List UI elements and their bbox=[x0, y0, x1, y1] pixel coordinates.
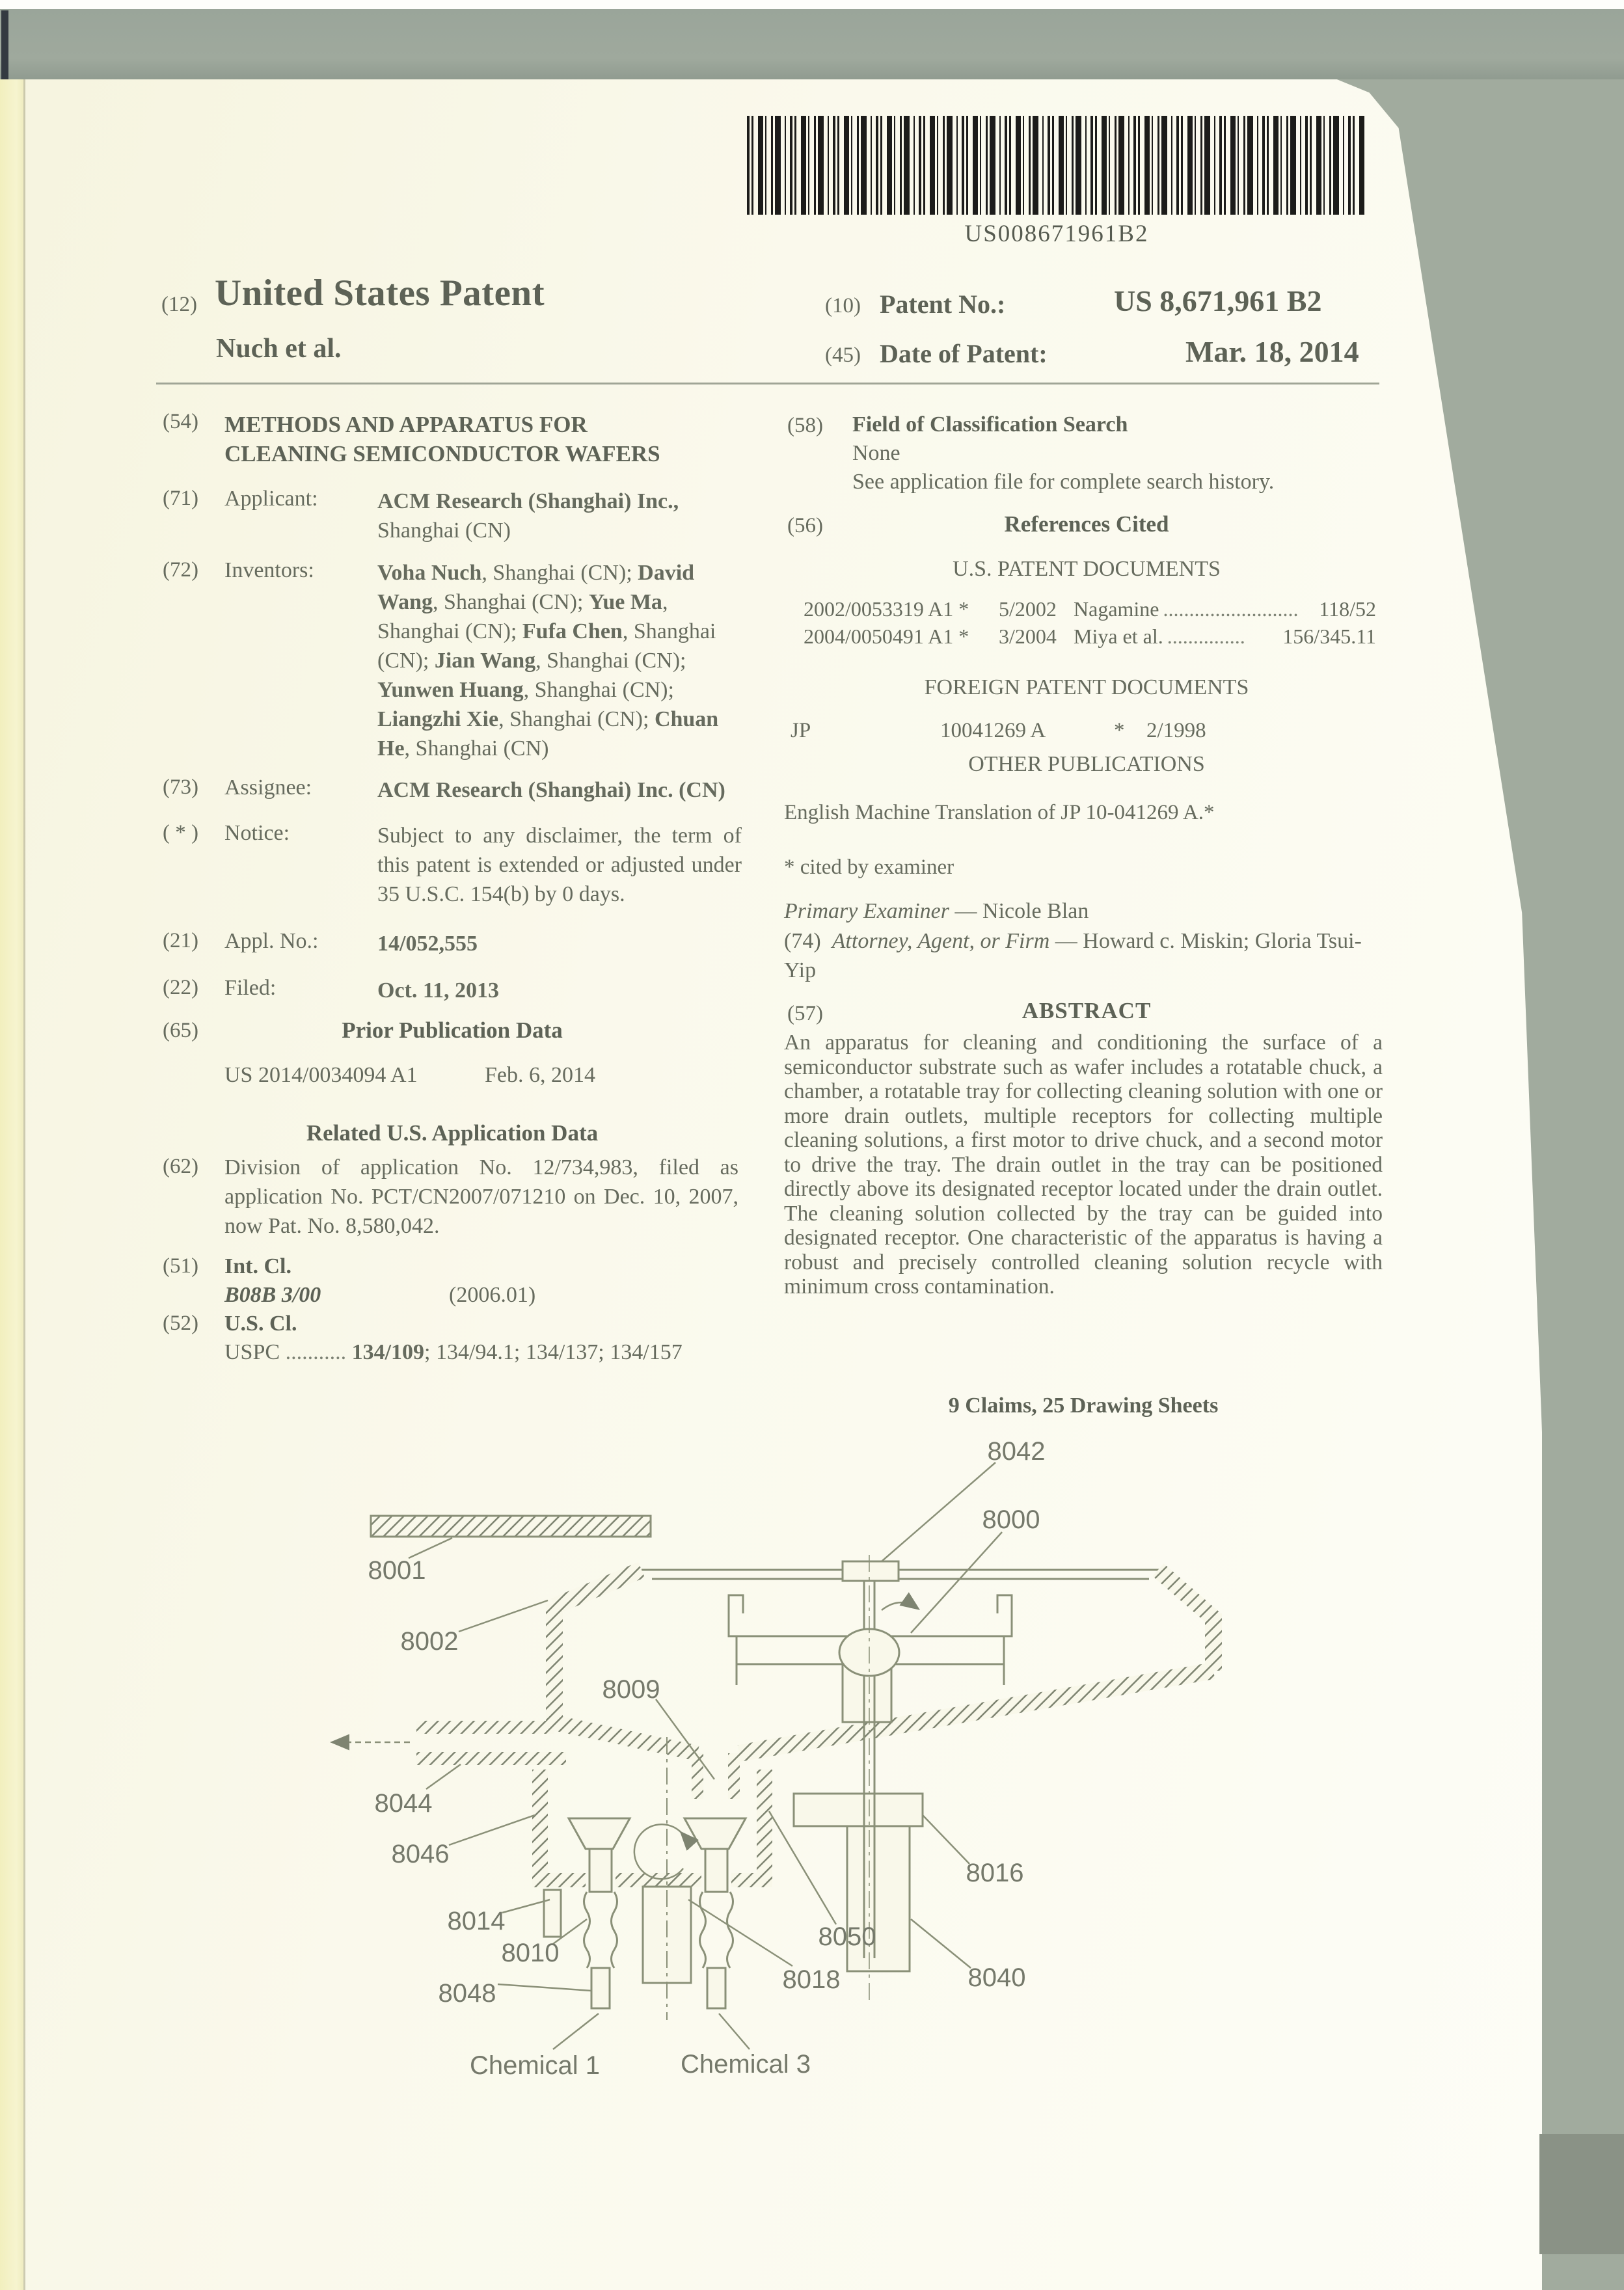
fig-chamber-walls bbox=[416, 1570, 1213, 1887]
fig-receptor-right bbox=[684, 1818, 746, 1849]
section-52-tag: (52) bbox=[163, 1312, 198, 1335]
ref-dots: .......................... bbox=[1163, 597, 1299, 621]
inventors-list: Voha Nuch, Shanghai (CN); David Wang, Shanghai (CN); Yue Ma, Shanghai (CN); Fufa Chen, Shanghai (CN); Jian Wang, Shanghai (CN); Yunwen Huang, Shanghai (CN); Liangzhi Xie, Shanghai (CN); Chuan He, Shanghai (CN) bbox=[377, 561, 719, 761]
section-65-tag: (65) bbox=[163, 1019, 198, 1042]
section-56-tag: (56) bbox=[787, 514, 823, 537]
abstract-head: ABSTRACT bbox=[1022, 998, 1152, 1023]
applicant-city: Shanghai (CN) bbox=[377, 519, 511, 543]
notice-section bbox=[163, 821, 742, 909]
division-text: Division of application No. 12/734,983, filed as application No. PCT/CN2007/071210 on Dec. 10, 2007, now Pat. No. 8,580,042. bbox=[224, 1155, 738, 1238]
page-title: United States Patent bbox=[215, 273, 545, 314]
header-divider bbox=[156, 383, 1379, 384]
attorney-label: Attorney, Agent, or Firm bbox=[832, 929, 1050, 953]
fig-receptor-right-neck bbox=[705, 1849, 727, 1892]
foreign-ref-star: * bbox=[1114, 719, 1125, 742]
fig-label-8002: 8002 bbox=[400, 1627, 459, 1656]
us-ref-row bbox=[804, 625, 1376, 649]
us-ref-row bbox=[804, 597, 1376, 621]
scanner-edge-strip bbox=[0, 0, 1624, 9]
ref-dots: ............... bbox=[1167, 625, 1245, 648]
fig-label-chemical-1: Chemical 1 bbox=[469, 2051, 601, 2080]
section-21-tag: (21) bbox=[163, 929, 198, 952]
field-search-note: See application file for complete search history. bbox=[852, 470, 1275, 494]
field-search-head: Field of Classification Search bbox=[852, 412, 1128, 437]
applicant-name: ACM Research (Shanghai) Inc., bbox=[377, 489, 679, 513]
patent-no-label: Patent No.: bbox=[880, 290, 1006, 319]
fig-label-8046: 8046 bbox=[391, 1840, 450, 1868]
section-73-tag: (73) bbox=[163, 775, 198, 799]
us-cl-head: U.S. Cl. bbox=[224, 1312, 297, 1336]
fig-bracket-8016 bbox=[794, 1794, 923, 1826]
uspc-other-classes: ; 134/94.1; 134/137; 134/157 bbox=[424, 1340, 683, 1364]
appl-no-value: 14/052,555 bbox=[377, 932, 478, 956]
primary-examiner-label: Primary Examiner bbox=[784, 899, 950, 923]
date-label: Date of Patent: bbox=[880, 339, 1048, 368]
filed-label: Filed: bbox=[224, 976, 277, 1000]
int-cl-code: B08B 3/00 bbox=[224, 1283, 321, 1307]
fig-bellows-right bbox=[700, 1892, 733, 1968]
fig-chemical1-tube bbox=[591, 1968, 610, 2008]
ref-name: Miya et al. bbox=[1074, 625, 1163, 648]
notice-text: Subject to any disclaimer, the term of this patent is extended or adjusted under 35 U.S.C. 154(b) by 0 days. bbox=[377, 824, 742, 906]
fig-receptor-left-neck bbox=[589, 1849, 612, 1892]
date-value: Mar. 18, 2014 bbox=[1185, 335, 1359, 368]
foreign-ref-date: 2/1998 bbox=[1146, 719, 1206, 742]
filed-value: Oct. 11, 2013 bbox=[377, 978, 499, 1003]
date-tag: (45) bbox=[825, 344, 861, 367]
section-72-inventors bbox=[163, 558, 742, 763]
fig-chemical3-tube bbox=[707, 1968, 725, 2008]
fig-label-8010: 8010 bbox=[501, 1939, 560, 1967]
section-57-tag: (57) bbox=[787, 1002, 823, 1025]
fig-part-8001-bar bbox=[371, 1516, 651, 1537]
section-21-appl-no bbox=[163, 929, 742, 958]
ref-number: 2002/0053319 A1 * bbox=[804, 597, 969, 621]
fig-label-8040: 8040 bbox=[968, 1963, 1026, 1992]
primary-examiner-name: — Nicole Blan bbox=[949, 899, 1089, 923]
page-left-edge bbox=[0, 79, 23, 2290]
uspc-primary-class: 134/109 bbox=[351, 1340, 425, 1364]
page-left-edge-shadow bbox=[23, 79, 25, 2290]
related-data-head: Related U.S. Application Data bbox=[306, 1120, 599, 1146]
section-51-tag: (51) bbox=[163, 1254, 198, 1278]
foreign-ref-cc: JP bbox=[791, 719, 811, 742]
inventor-name: Jian Wang bbox=[434, 649, 536, 673]
fig-bellows-left bbox=[584, 1892, 617, 1968]
notice-label: Notice: bbox=[224, 821, 290, 845]
section-72-tag: (72) bbox=[163, 558, 198, 582]
notice-tag: ( * ) bbox=[163, 821, 198, 844]
fig-receptor-left bbox=[569, 1818, 630, 1849]
patent-no-tag: (10) bbox=[825, 294, 861, 317]
scanner-right-shadow bbox=[1539, 2134, 1624, 2254]
inventor-name: Liangzhi Xie bbox=[377, 707, 499, 731]
uspc-line bbox=[224, 1338, 683, 1367]
fig-label-8016: 8016 bbox=[966, 1859, 1024, 1887]
ref-class: 118/52 bbox=[1319, 597, 1376, 621]
attorney-line bbox=[784, 926, 1383, 985]
fig-tube-8014 bbox=[544, 1890, 561, 1937]
inventor-name: Chuan He bbox=[377, 707, 719, 761]
ref-date: 5/2002 bbox=[999, 597, 1057, 621]
inventor-name: Voha Nuch bbox=[377, 561, 482, 585]
us-patent-docs-head: U.S. PATENT DOCUMENTS bbox=[953, 557, 1221, 581]
fig-chuck-8000 bbox=[729, 1595, 1012, 1685]
foreign-docs-head: FOREIGN PATENT DOCUMENTS bbox=[924, 675, 1249, 699]
inventor-name: Fufa Chen bbox=[522, 619, 623, 643]
assignee-label: Assignee: bbox=[224, 775, 312, 800]
barcode-text: US008671961B2 bbox=[964, 221, 1149, 247]
section-54-title bbox=[163, 410, 742, 468]
int-cl-date: (2006.01) bbox=[449, 1283, 536, 1307]
invention-title: METHODS AND APPARATUS FOR CLEANING SEMICONDUCTOR WAFERS bbox=[224, 412, 660, 466]
section-73-assignee bbox=[163, 775, 742, 805]
other-pub-line: English Machine Translation of JP 10-041269 A.* bbox=[784, 801, 1215, 824]
fig-flange-8042 bbox=[843, 1561, 899, 1581]
ref-class: 156/345.11 bbox=[1282, 625, 1376, 648]
fig-label-8014: 8014 bbox=[447, 1907, 506, 1935]
section-22-filed bbox=[163, 976, 742, 1005]
ref-number: 2004/0050491 A1 * bbox=[804, 625, 969, 648]
fig-label-8001: 8001 bbox=[368, 1556, 426, 1585]
applicant-label: Applicant: bbox=[224, 487, 318, 511]
fig-label-8044: 8044 bbox=[374, 1789, 433, 1818]
ref-name: Nagamine bbox=[1074, 597, 1159, 621]
fig-rotation-arrow bbox=[634, 1824, 683, 1879]
patent-no-value: US 8,671,961 B2 bbox=[1114, 284, 1322, 317]
prior-pub-head: Prior Publication Data bbox=[342, 1017, 563, 1043]
author-line: Nuch et al. bbox=[216, 334, 342, 364]
ref-date: 3/2004 bbox=[999, 625, 1057, 648]
appl-no-label: Appl. No.: bbox=[224, 929, 319, 953]
claims-line: 9 Claims, 25 Drawing Sheets bbox=[948, 1394, 1219, 1418]
references-cited-head: References Cited bbox=[1004, 511, 1169, 537]
fig-label-8048: 8048 bbox=[438, 1979, 496, 2008]
barcode bbox=[747, 116, 1366, 215]
applicant-value bbox=[377, 487, 742, 545]
section-62-tag: (62) bbox=[163, 1155, 198, 1178]
scanner-background-band bbox=[0, 9, 1624, 79]
fig-label-8000: 8000 bbox=[982, 1505, 1040, 1534]
abstract-text: An apparatus for cleaning and conditioning the surface of a semiconductor substrate such as wafer includes a rotatable chuck, a chamber, a rotatable tray for collecting cleaning solution with one or more drain outlets, multiple receptors for collecting multiple cleaning solutions, a first motor to drive chuck, and a second motor to drive the tray. The drain outlet in the tray can be positioned directly above its designated receptor located under the drain outlet. The cleaning solution collected by the tray can be guided into designated receptor. One characteristic of the apparatus is having a robust and precisely controlled cleaning solution recycle with minimum cross contamination. bbox=[784, 1030, 1383, 1299]
inventors-label: Inventors: bbox=[224, 558, 314, 582]
fig-label-8009: 8009 bbox=[602, 1675, 660, 1704]
foreign-ref-num: 10041269 A bbox=[940, 719, 1046, 742]
section-58-tag: (58) bbox=[787, 414, 823, 437]
patent-figure bbox=[293, 1399, 1269, 2153]
inventor-name: Yue Ma bbox=[588, 590, 662, 614]
section-74-tag: (74) bbox=[784, 929, 821, 953]
uspc-dots: ........... bbox=[285, 1340, 347, 1364]
uspc-label: USPC bbox=[224, 1340, 280, 1364]
attorney-names: — Howard c. Miskin; Gloria Tsui-Yip bbox=[784, 929, 1362, 982]
page-curl-shadow bbox=[1, 10, 8, 79]
cited-by-examiner: * cited by examiner bbox=[784, 855, 954, 879]
fig-label-8042: 8042 bbox=[987, 1437, 1046, 1466]
fig-label-chemical-3: Chemical 3 bbox=[680, 2050, 811, 2079]
assignee-value: ACM Research (Shanghai) Inc. (CN) bbox=[377, 778, 725, 802]
fig-label-8050: 8050 bbox=[818, 1922, 876, 1951]
section-71-tag: (71) bbox=[163, 487, 198, 510]
kind-code-tag: (12) bbox=[161, 293, 197, 316]
inventor-name: David Wang bbox=[377, 561, 695, 614]
section-71-applicant bbox=[163, 487, 742, 545]
int-cl-head: Int. Cl. bbox=[224, 1254, 291, 1278]
section-22-tag: (22) bbox=[163, 976, 198, 999]
inventor-name: Yunwen Huang bbox=[377, 678, 524, 702]
section-54-tag: (54) bbox=[163, 410, 198, 433]
prior-pub-date: Feb. 6, 2014 bbox=[485, 1063, 595, 1087]
fig-label-8018: 8018 bbox=[782, 1965, 841, 1994]
primary-examiner-line bbox=[784, 896, 1089, 926]
prior-pub-number: US 2014/0034094 A1 bbox=[224, 1063, 418, 1087]
field-search-none: None bbox=[852, 441, 900, 465]
other-pubs-head: OTHER PUBLICATIONS bbox=[968, 752, 1205, 776]
